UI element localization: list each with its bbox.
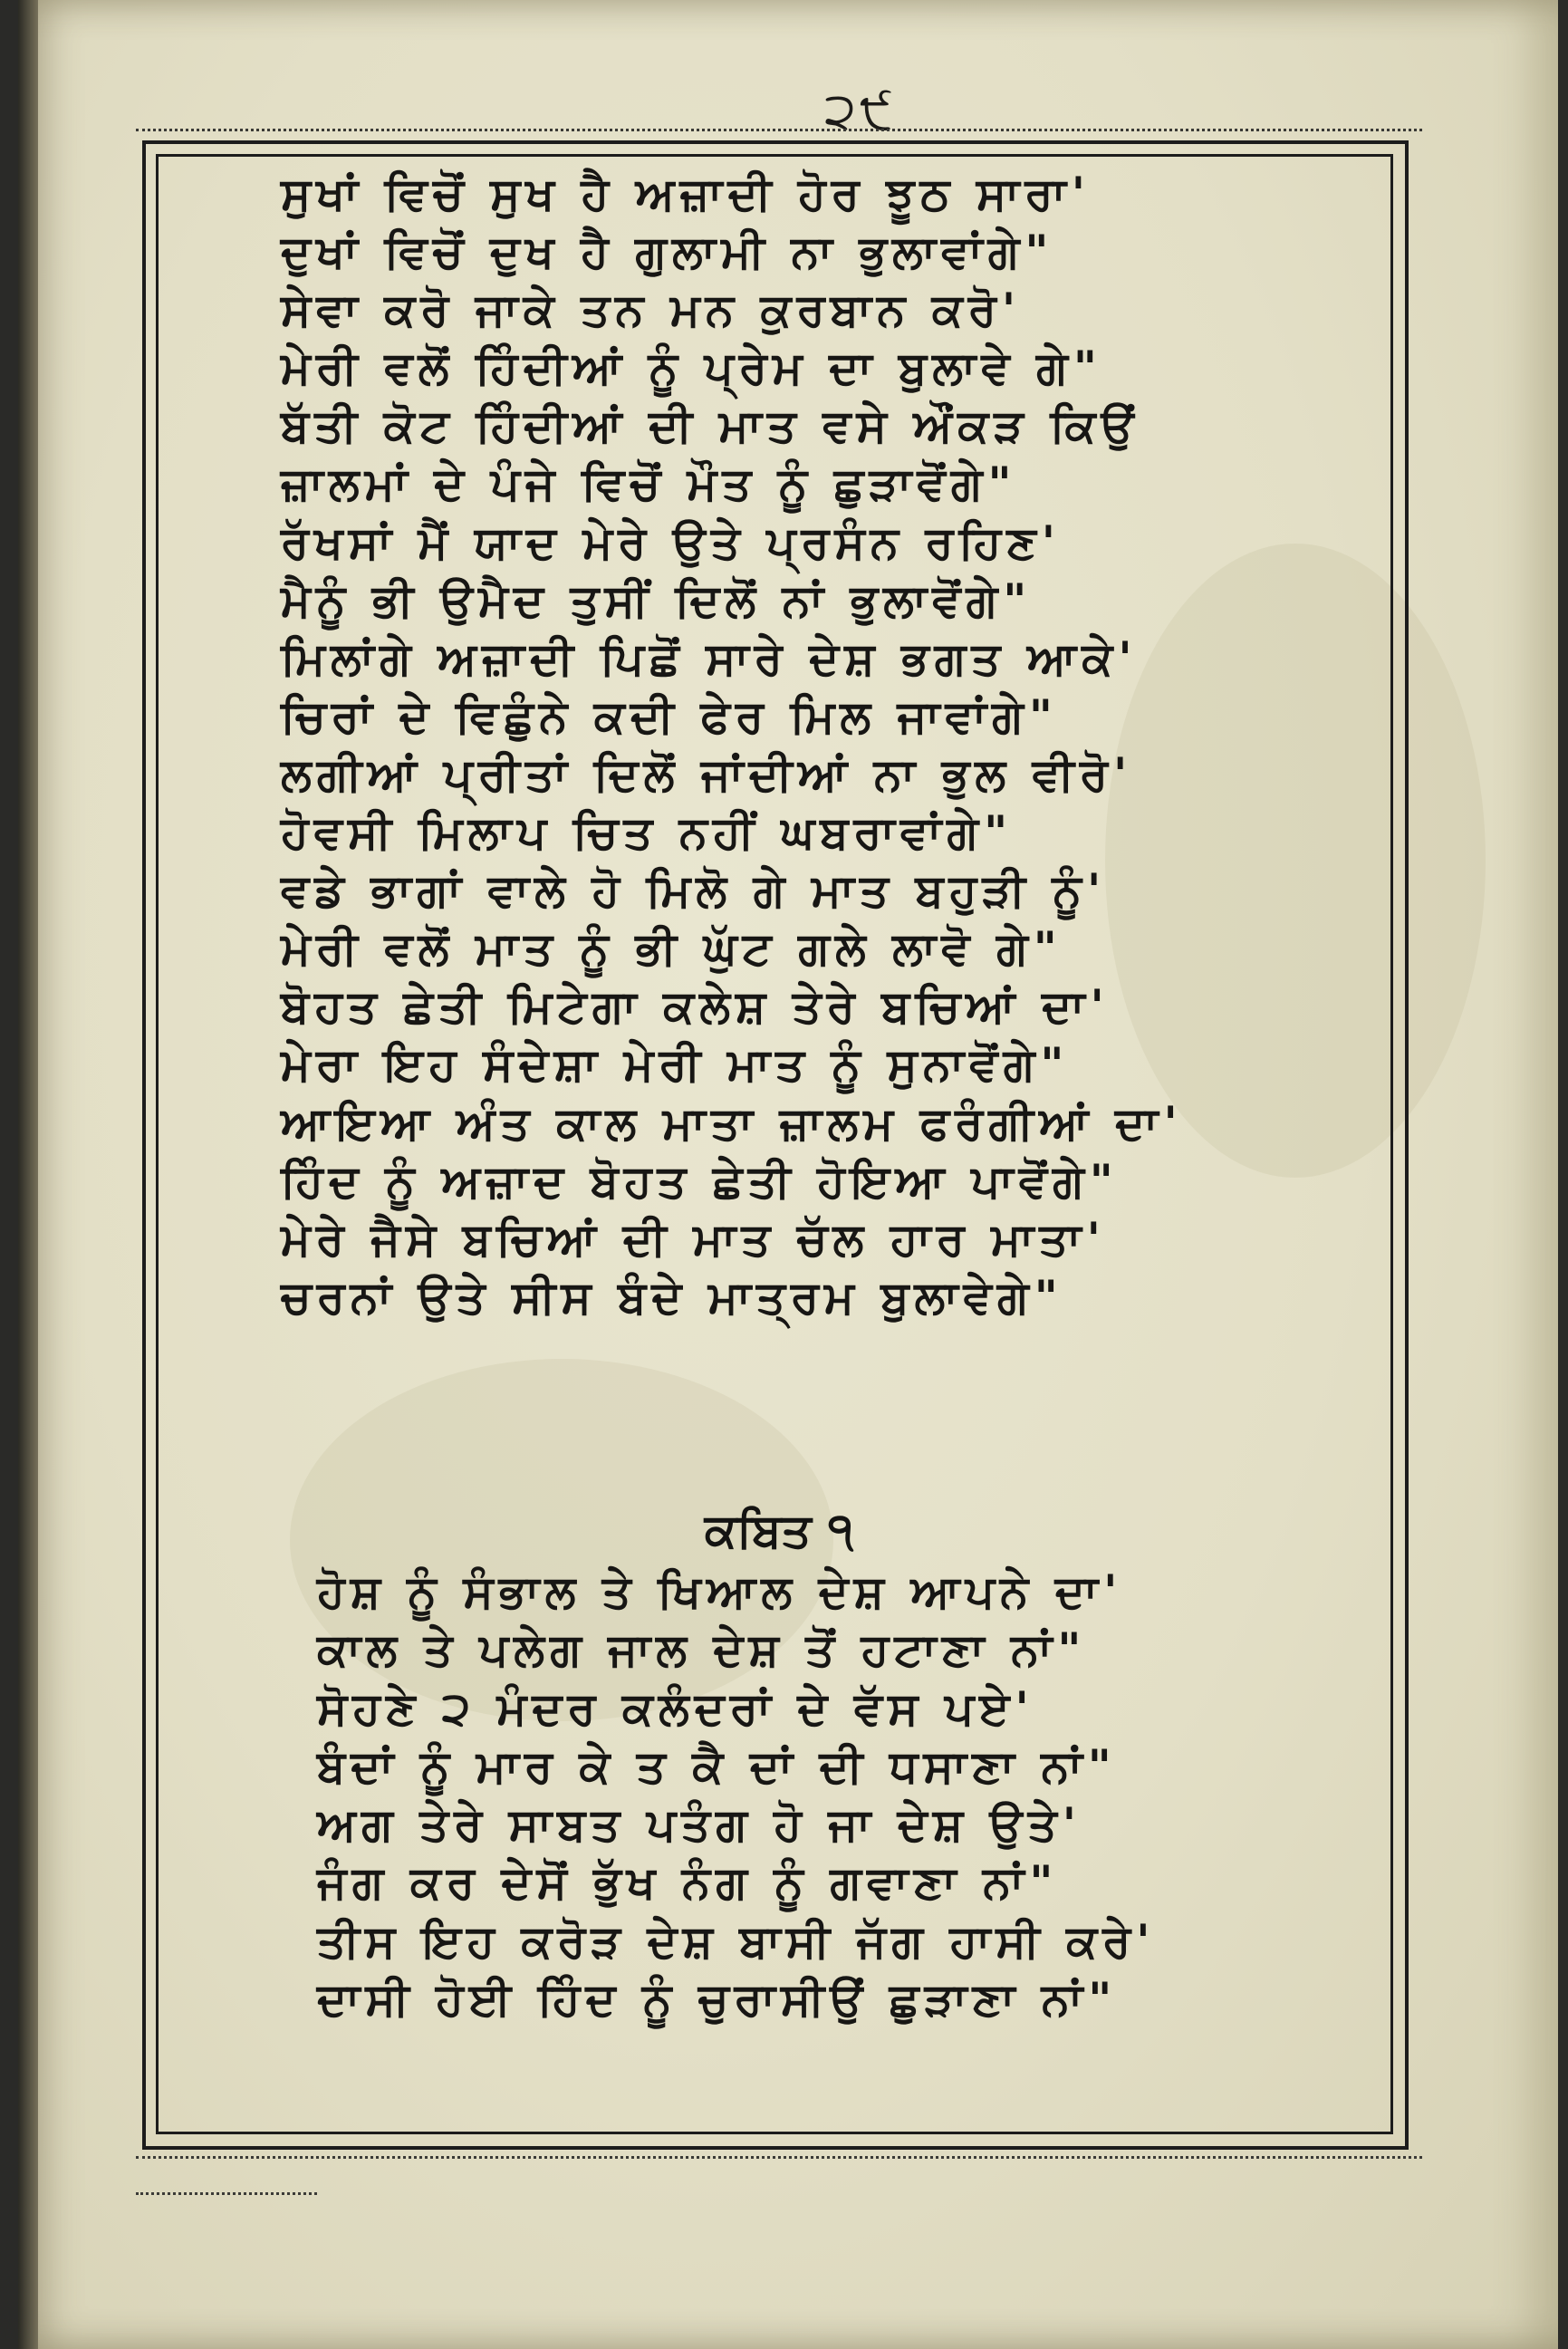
verse-line: ਬੰਦਾਂ ਨੂੰ ਮਾਰ ਕੇ ਤ ਕੈ ਦਾਂ ਦੀ ਧਸਾਣਾ ਨਾਂ" bbox=[317, 1739, 1117, 1793]
verse-line: ਚਰਨਾਂ ਉਤੇ ਸੀਸ ਬੰਦੇ ਮਾਤ੍ਰਮ ਬੁਲਾਵੇਗੇ" bbox=[281, 1270, 1063, 1324]
verse-line: ਰੱਖਸਾਂ ਮੈਂ ਯਾਦ ਮੇਰੇ ਉਤੇ ਪ੍ਰਸੰਨ ਰਹਿਣ' bbox=[281, 515, 1062, 569]
verse-line: ਆਇਆ ਅੰਤ ਕਾਲ ਮਾਤਾ ਜ਼ਾਲਮ ਫਰੰਗੀਆਂ ਦਾ' bbox=[281, 1096, 1183, 1150]
book-page bbox=[18, 0, 1558, 2349]
verse-line: ਦੁਖਾਂ ਵਿਚੋਂ ਦੁਖ ਹੈ ਗੁਲਾਮੀ ਨਾ ਭੁਲਾਵਾਂਗੇ" bbox=[281, 226, 1054, 279]
verse-line: ਬੋਹਤ ਛੇਤੀ ਮਿਟੇਗਾ ਕਲੇਸ਼ ਤੇਰੇ ਬਚਿਆਂ ਦਾ' bbox=[281, 980, 1110, 1034]
bottom-dotted-rule-short bbox=[136, 2192, 317, 2195]
page-number: ੨੯ bbox=[824, 82, 897, 140]
top-dotted-rule bbox=[136, 129, 1422, 131]
verse-line: ਸੋਹਣੇ ੨ ਮੰਦਰ ਕਲੰਦਰਾਂ ਦੇ ਵੱਸ ਪਏ' bbox=[317, 1681, 1034, 1735]
verse-line: ਵਡੇ ਭਾਗਾਂ ਵਾਲੇ ਹੋ ਮਿਲੋ ਗੇ ਮਾਤ ਬਹੁੜੀ ਨੂੰ' bbox=[281, 864, 1107, 918]
verse-line: ਮੇਰਾ ਇਹ ਸੰਦੇਸ਼ਾ ਮੇਰੀ ਮਾਤ ਨੂੰ ਸੁਨਾਵੋਂਗੇ" bbox=[281, 1038, 1070, 1092]
verse-line: ਮੇਰੀ ਵਲੋਂ ਮਾਤ ਨੂੰ ਭੀ ਘੁੱਟ ਗਲੇ ਲਾਵੋ ਗੇ" bbox=[281, 922, 1063, 976]
verse-line: ਚਿਰਾਂ ਦੇ ਵਿਛੁੰਨੇ ਕਦੀ ਫੇਰ ਮਿਲ ਜਾਵਾਂਗੇ" bbox=[281, 689, 1058, 743]
verse-line: ਜ਼ਾਲਮਾਂ ਦੇ ਪੰਜੇ ਵਿਚੋਂ ਮੌਤ ਨੂੰ ਛੁੜਾਵੋਂਗੇ" bbox=[281, 457, 1017, 511]
verse-line: ਜੰਗ ਕਰ ਦੇਸੋਂ ਭੁੱਖ ਨੰਗ ਨੂੰ ਗਵਾਣਾ ਨਾਂ" bbox=[317, 1856, 1059, 1910]
verse-line: ਮੇਰੀ ਵਲੋਂ ਹਿੰਦੀਆਂ ਨੂੰ ਪ੍ਰੇਮ ਦਾ ਬੁਲਾਵੇ ਗੇ" bbox=[281, 342, 1102, 395]
verse-line: ਸੁਖਾਂ ਵਿਚੋਂ ਸੁਖ ਹੈ ਅਜ਼ਾਦੀ ਹੋਰ ਝੂਠ ਸਾਰਾ' bbox=[281, 168, 1092, 220]
poem-stanza-b bbox=[317, 1563, 1223, 2028]
section-heading: ਕਬਿਤ ੧ bbox=[704, 1504, 854, 1558]
verse-line: ਹਿੰਦ ਨੂੰ ਅਜ਼ਾਦ ਬੋਹਤ ਛੇਤੀ ਹੋਇਆ ਪਾਵੋਂਗੇ" bbox=[281, 1154, 1119, 1208]
verse-line: ਤੀਸ ਇਹ ਕਰੋੜ ਦੇਸ਼ ਬਾਸੀ ਜੱਗ ਹਾਸੀ ਕਰੇ' bbox=[317, 1914, 1156, 1968]
verse-line: ਹੋਵਸੀ ਮਿਲਾਪ ਚਿਤ ਨਹੀਂ ਘਬਰਾਵਾਂਗੇ" bbox=[281, 806, 1014, 860]
book-spine-shadow bbox=[18, 0, 38, 2349]
verse-line: ਸੇਵਾ ਕਰੋ ਜਾਕੇ ਤਨ ਮਨ ਕੁਰਬਾਨ ਕਰੋ' bbox=[281, 284, 1022, 337]
verse-line: ਮੈਨੂੰ ਭੀ ਉਮੈਦ ਤੁਸੀਂ ਦਿਲੋਂ ਨਾਂ ਭੁਲਾਵੋਂਗੇ" bbox=[281, 573, 1033, 627]
verse-line: ਮੇਰੇ ਜੈਸੇ ਬਚਿਆਂ ਦੀ ਮਾਤ ਚੱਲ ਹਾਰ ਮਾਤਾ' bbox=[281, 1212, 1106, 1266]
verse-line: ਬੱਤੀ ਕੋਟ ਹਿੰਦੀਆਂ ਦੀ ਮਾਤ ਵਸੇ ਔਂਕੜ ਕਿਉਂ bbox=[281, 400, 1140, 453]
verse-line: ਕਾਲ ਤੇ ਪਲੇਗ ਜਾਲ ਦੇਸ਼ ਤੋਂ ਹਟਾਣਾ ਨਾਂ" bbox=[317, 1623, 1087, 1677]
verse-line: ਹੋਸ਼ ਨੂੰ ਸੰਭਾਲ ਤੇ ਖਿਆਲ ਦੇਸ਼ ਆਪਨੇ ਦਾ' bbox=[317, 1565, 1123, 1618]
verse-line: ਲਗੀਆਂ ਪ੍ਰੀਤਾਂ ਦਿਲੋਂ ਜਾਂਦੀਆਂ ਨਾ ਭੁਲ ਵੀਰੋ' bbox=[281, 747, 1133, 801]
verse-line: ਦਾਸੀ ਹੋਈ ਹਿੰਦ ਨੂੰ ਚੁਰਾਸੀਉਂ ਛੁੜਾਣਾ ਨਾਂ" bbox=[317, 1973, 1118, 2026]
verse-line: ਮਿਲਾਂਗੇ ਅਜ਼ਾਦੀ ਪਿਛੋਂ ਸਾਰੇ ਦੇਸ਼ ਭਗਤ ਆਕੇ' bbox=[281, 631, 1138, 685]
bottom-dotted-rule bbox=[136, 2156, 1422, 2159]
verse-line: ਅਗ ਤੇਰੇ ਸਾਬਤ ਪਤੰਗ ਹੋ ਜਾ ਦੇਸ਼ ਉਤੇ' bbox=[317, 1798, 1082, 1852]
poem-stanza-a bbox=[281, 165, 1205, 1326]
